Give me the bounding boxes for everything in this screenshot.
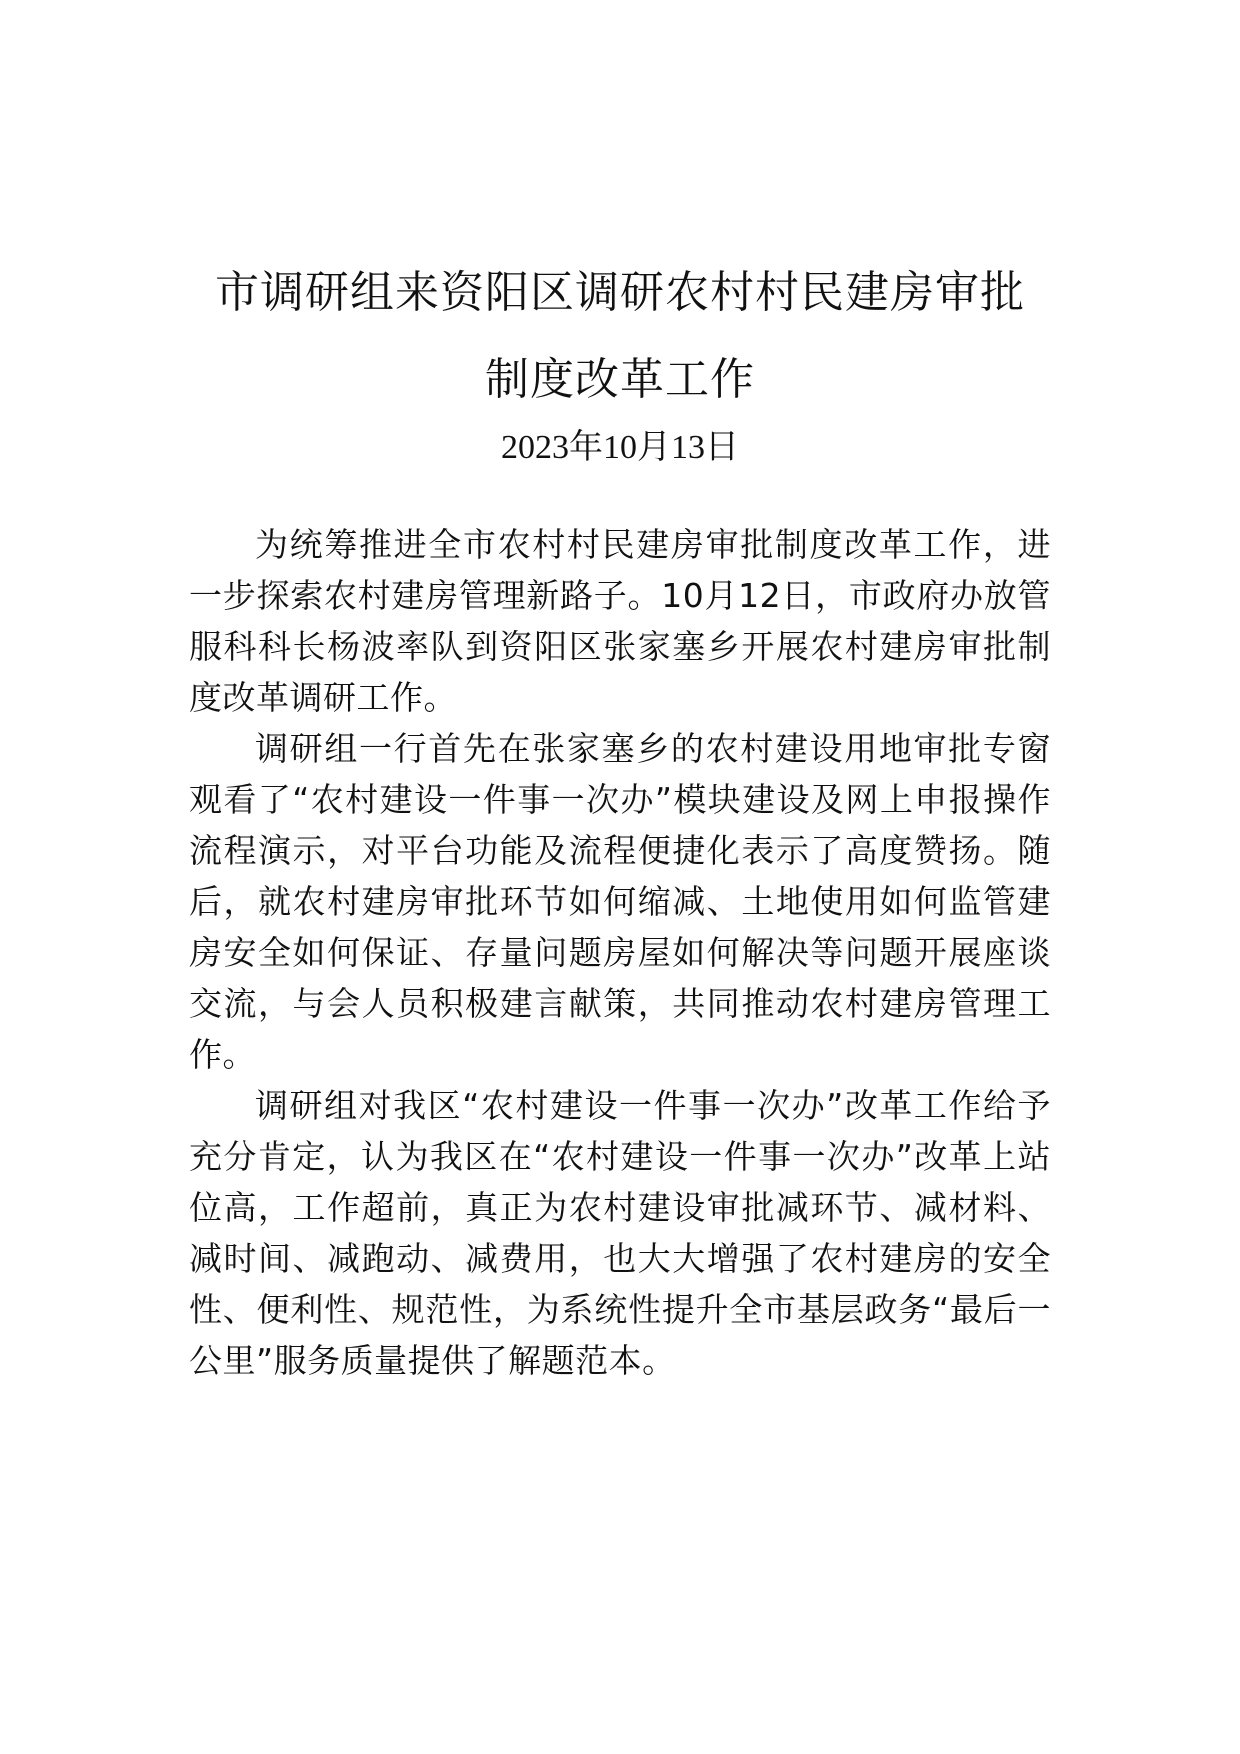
body-paragraph-3: 调研组对我区“农村建设一件事一次办”改革工作给予充分肯定，认为我区在“农村建设一件事一次办”改革上站位高，工作超前，真正为农村建设审批减环节、减材料、减时间、减跑动、减费用，也大大增强了农村建房的安全性、便利性、规范性，为系统性提升全市基层政务“最后一公里”服务质量提供了解题范本。 xyxy=(189,1086,1051,1380)
document-title-line-1: 市调研组来资阳区调研农村村民建房审批 xyxy=(215,267,1025,318)
body-paragraph-2: 调研组一行首先在张家塞乡的农村建设用地审批专窗观看了“农村建设一件事一次办”模块建设及网上申报操作流程演示，对平台功能及流程便捷化表示了高度赞扬。随后，就农村建房审批环节如何缩减、土地使用如何监管建房安全如何保证、存量问题房屋如何解决等问题开展座谈交流，与会人员积极建言献策，共同推动农村建房管理工作。 xyxy=(189,729,1051,1074)
body-paragraph-1: 为统筹推进全市农村村民建房审批制度改革工作，进一步探索农村建房管理新路子。10月12日，市政府办放管服科科长杨波率队到资阳区张家塞乡开展农村建房审批制度改革调研工作。 xyxy=(189,525,1051,717)
document-date: 2023年10月13日 xyxy=(501,429,739,466)
document-title-line-2: 制度改革工作 xyxy=(485,354,755,405)
document-body xyxy=(189,519,1051,1386)
